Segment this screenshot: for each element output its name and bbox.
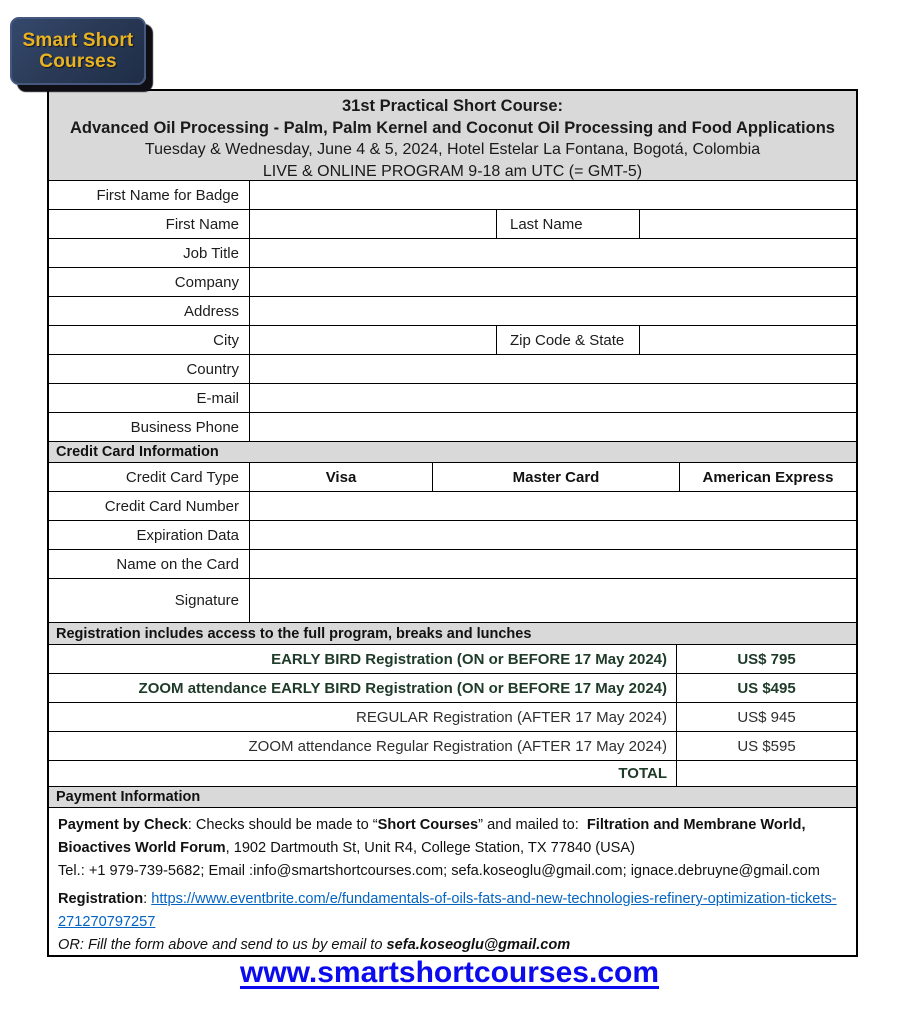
last-name-label: Last Name bbox=[497, 210, 640, 238]
early-bird-row bbox=[49, 644, 856, 673]
cc-type-option-visa[interactable]: Visa bbox=[250, 463, 433, 491]
name-on-card-label: Name on the Card bbox=[49, 550, 250, 578]
total-label: TOTAL bbox=[618, 765, 667, 782]
logo-text-line1: Smart Short bbox=[22, 30, 134, 51]
country-label: Country bbox=[49, 355, 250, 383]
signature-input[interactable] bbox=[250, 579, 856, 622]
logo-text-line2: Courses bbox=[39, 51, 117, 72]
address-label: Address bbox=[49, 297, 250, 325]
expiration-row bbox=[49, 520, 856, 549]
registration-section-heading: Registration includes access to the full program, breaks and lunches bbox=[49, 622, 856, 644]
last-name-input[interactable] bbox=[640, 210, 856, 238]
badge-name-label: First Name for Badge bbox=[49, 181, 250, 209]
name-row bbox=[49, 209, 856, 238]
signature-row bbox=[49, 578, 856, 622]
company-input[interactable] bbox=[250, 268, 856, 296]
zoom-early-bird-row bbox=[49, 673, 856, 702]
expiration-label: Expiration Data bbox=[49, 521, 250, 549]
payment-by-check-line: Payment by Check: Checks should be made to “Short Courses” and mailed to: Filtration and Membrane World, bbox=[58, 817, 806, 833]
zoom-early-bird-label: ZOOM attendance EARLY BIRD Registration (ON or BEFORE 17 May 2024) bbox=[138, 679, 667, 697]
registration-link-line: Registration: https://www.eventbrite.com/e/fundamentals-of-oils-fats-and-new-technologies-refinery-optimization-tickets-271270797257 bbox=[58, 891, 837, 930]
name-on-card-input[interactable] bbox=[250, 550, 856, 578]
payment-section-heading: Payment Information bbox=[49, 786, 856, 807]
smart-short-courses-logo bbox=[10, 17, 146, 85]
expiration-input[interactable] bbox=[250, 521, 856, 549]
name-on-card-row bbox=[49, 549, 856, 578]
zip-state-label: Zip Code & State bbox=[497, 326, 640, 354]
cc-type-option-amex[interactable]: American Express bbox=[702, 468, 834, 486]
zoom-regular-row bbox=[49, 731, 856, 760]
payment-details bbox=[49, 807, 856, 955]
badge-name-input[interactable] bbox=[250, 181, 856, 209]
business-phone-label: Business Phone bbox=[49, 413, 250, 441]
total-input[interactable] bbox=[676, 761, 856, 786]
credit-card-section-heading: Credit Card Information bbox=[49, 441, 856, 462]
course-header bbox=[49, 91, 856, 180]
course-program-format: LIVE & ONLINE PROGRAM 9-18 am UTC (= GMT-5) bbox=[262, 163, 643, 180]
contact-line: Tel.: +1 979-739-5682; Email :info@smartshortcourses.com; sefa.koseoglu@gmail.com; ignace.debruyne@gmail.com bbox=[58, 863, 820, 879]
badge-name-row bbox=[49, 180, 856, 209]
address-row bbox=[49, 296, 856, 325]
early-bird-label: EARLY BIRD Registration (ON or BEFORE 17 May 2024) bbox=[271, 650, 667, 668]
job-title-input[interactable] bbox=[250, 239, 856, 267]
credit-card-number-input[interactable] bbox=[250, 492, 856, 520]
country-row bbox=[49, 354, 856, 383]
job-title-label: Job Title bbox=[49, 239, 250, 267]
course-title: Advanced Oil Processing - Palm, Palm Kernel and Coconut Oil Processing and Food Applications bbox=[70, 119, 835, 137]
job-title-row bbox=[49, 238, 856, 267]
regular-registration-row bbox=[49, 702, 856, 731]
company-label: Company bbox=[49, 268, 250, 296]
eventbrite-link[interactable]: https://www.eventbrite.com/e/fundamentals-of-oils-fats-and-new-technologies-refinery-optimization-tickets-271270797257 bbox=[58, 891, 837, 930]
zoom-early-bird-price: US $495 bbox=[676, 674, 856, 702]
credit-card-number-row bbox=[49, 491, 856, 520]
footer-website-link[interactable]: www.smartshortcourses.com bbox=[239, 956, 660, 989]
cc-type-option-mastercard[interactable]: Master Card bbox=[433, 463, 680, 491]
address-input[interactable] bbox=[250, 297, 856, 325]
credit-card-number-label: Credit Card Number bbox=[49, 492, 250, 520]
course-date-location: Tuesday & Wednesday, June 4 & 5, 2024, Hotel Estelar La Fontana, Bogotá, Colombia bbox=[144, 141, 761, 158]
total-row bbox=[49, 760, 856, 786]
email-row bbox=[49, 383, 856, 412]
mailing-address-line: Bioactives World Forum, 1902 Dartmouth St, Unit R4, College Station, TX 77840 (USA) bbox=[58, 840, 635, 856]
contact-email: sefa.koseoglu@gmail.com bbox=[386, 937, 571, 953]
course-number-title: 31st Practical Short Course: bbox=[342, 97, 563, 115]
credit-card-type-label: Credit Card Type bbox=[49, 463, 250, 491]
business-phone-input[interactable] bbox=[250, 413, 856, 441]
email-input[interactable] bbox=[250, 384, 856, 412]
zip-state-input[interactable] bbox=[640, 326, 856, 354]
company-row bbox=[49, 267, 856, 296]
credit-card-type-row bbox=[49, 462, 856, 491]
footer bbox=[0, 956, 899, 990]
email-label: E-mail bbox=[49, 384, 250, 412]
phone-row bbox=[49, 412, 856, 441]
city-zip-row bbox=[49, 325, 856, 354]
first-name-label: First Name bbox=[49, 210, 250, 238]
regular-registration-label: REGULAR Registration (AFTER 17 May 2024) bbox=[356, 708, 667, 726]
early-bird-price: US$ 795 bbox=[676, 645, 856, 673]
or-email-line: OR: Fill the form above and send to us by email to sefa.koseoglu@gmail.com bbox=[58, 937, 571, 953]
registration-form-table bbox=[47, 89, 858, 957]
zoom-regular-label: ZOOM attendance Regular Registration (AFTER 17 May 2024) bbox=[248, 737, 667, 755]
signature-label: Signature bbox=[49, 579, 250, 622]
city-input[interactable] bbox=[250, 326, 497, 354]
zoom-regular-price: US $595 bbox=[676, 732, 856, 760]
city-label: City bbox=[49, 326, 250, 354]
first-name-input[interactable] bbox=[250, 210, 497, 238]
country-input[interactable] bbox=[250, 355, 856, 383]
regular-registration-price: US$ 945 bbox=[676, 703, 856, 731]
